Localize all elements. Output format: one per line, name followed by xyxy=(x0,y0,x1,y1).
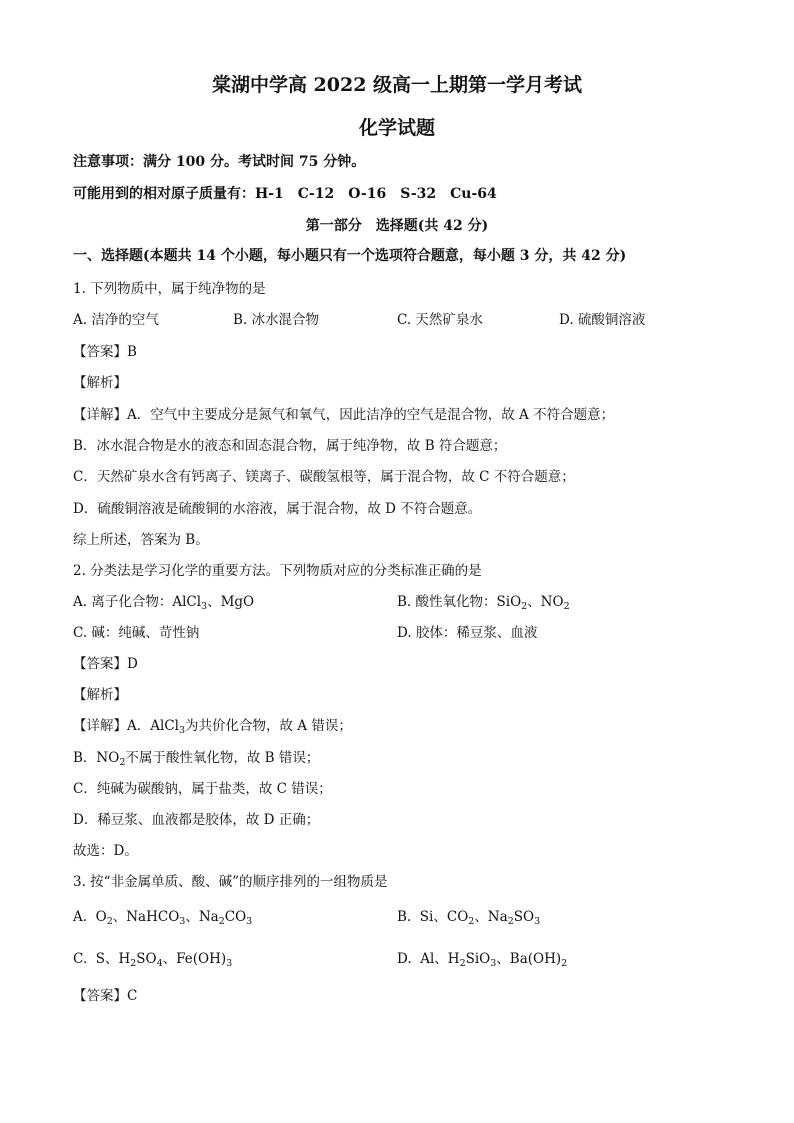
q1-option-d: D. 硫酸铜溶液 xyxy=(559,312,646,328)
q3-answer: 【答案】C xyxy=(73,988,138,1004)
q2-detail-text: B．NO xyxy=(73,750,120,766)
atomic-mass-line: 可能用到的相对原子质量有：H-1 C-12 O-16 S-32 Cu-64 xyxy=(73,186,497,202)
q2-stem: 2. 分类法是学习化学的重要方法。下列物质对应的分类标准正确的是 xyxy=(73,563,482,579)
q3-stem: 3. 按“非金属单质、酸、碱”的顺序排列的一组物质是 xyxy=(73,874,388,890)
q2-detail-line: 故选：D。 xyxy=(73,843,138,859)
q2-detail-line xyxy=(73,714,352,734)
q2-detail-text: 【详解】A．AlCl xyxy=(73,718,179,734)
subscript: 3 xyxy=(178,725,186,736)
q2-option-b xyxy=(397,590,570,610)
q2-option-a xyxy=(73,590,254,610)
q2-option-b-text: B. 酸性氧化物：SiO xyxy=(397,594,522,610)
q2-detail-line xyxy=(73,746,319,766)
subscript: 2 xyxy=(119,757,126,768)
q2-option-a-text: 、MgO xyxy=(207,594,255,610)
q1-answer: 【答案】B xyxy=(73,344,137,360)
q2-detail-line: D．稀豆浆、血液都是胶体，故 D 正确； xyxy=(73,812,320,828)
q2-option-d: D. 胶体：稀豆浆、血液 xyxy=(397,625,538,641)
q2-option-c: C. 碱：纯碱、苛性钠 xyxy=(73,625,200,641)
page-title: 棠湖中学高 2022 级高一上期第一学月考试 xyxy=(211,74,583,96)
q1-stem: 1. 下列物质中，属于纯净物的是 xyxy=(73,281,266,297)
q3-option-a: A. $O_2$、NaHCO$_3$、$Na_2CO_3$ xyxy=(73,909,253,927)
q2-option-b-text: 、NO xyxy=(527,594,564,610)
q2-analysis-label: 【解析】 xyxy=(73,687,127,703)
q1-option-a: A. 洁净的空气 xyxy=(73,312,159,328)
q1-option-b: B. 冰水混合物 xyxy=(233,312,320,328)
q1-option-c: C. 天然矿泉水 xyxy=(397,312,483,328)
q3-option-d: D. Al、$H_2SiO_3$、$Ba(OH)_2$ xyxy=(397,951,568,969)
q1-detail-line: B．冰水混合物是水的液态和固态混合物，属于纯净物，故 B 符合题意； xyxy=(73,438,507,454)
q1-analysis-label: 【解析】 xyxy=(73,375,127,391)
q3-option-c: C. S、$H_2SO_4$、$Fe(OH)_3$ xyxy=(73,951,233,969)
notice-line: 注意事项：满分 100 分。考试时间 75 分钟。 xyxy=(73,154,366,170)
subscript: 3 xyxy=(201,601,208,612)
q3-option-b: B. Si、$CO_2$、$Na_2SO_3$ xyxy=(397,909,541,927)
q2-answer: 【答案】D xyxy=(73,656,138,672)
subscript: 2 xyxy=(521,601,528,612)
q1-detail-line: C．天然矿泉水含有钙离子、镁离子、碳酸氢根等，属于混合物，故 C 不符合题意； xyxy=(73,469,575,485)
subscript: 2 xyxy=(563,601,570,612)
q2-detail-text: 不属于酸性氧化物，故 B 错误； xyxy=(125,750,320,766)
q1-detail-line: 【详解】A．空气中主要成分是氮气和氧气，因此洁净的空气是混合物，故 A 不符合题意； xyxy=(73,407,615,423)
q2-detail-line: C．纯碱为碳酸钠，属于盐类，故 C 错误； xyxy=(73,781,332,797)
q2-detail-text: 为共价化合物，故 A 错误； xyxy=(185,718,352,734)
part-title: 第一部分 选择题(共 42 分) xyxy=(305,218,489,234)
q2-option-a-text: A. 离子化合物：AlCl xyxy=(73,594,202,610)
q1-detail-line: D．硫酸铜溶液是硫酸铜的水溶液，属于混合物，故 D 不符合题意。 xyxy=(73,501,482,517)
page-subtitle: 化学试题 xyxy=(358,117,435,139)
q1-detail-line: 综上所述，答案为 B。 xyxy=(73,532,209,548)
section-title: 一、选择题(本题共 14 个小题，每小题只有一个选项符合题意，每小题 3 分，共 42 分) xyxy=(73,248,627,264)
